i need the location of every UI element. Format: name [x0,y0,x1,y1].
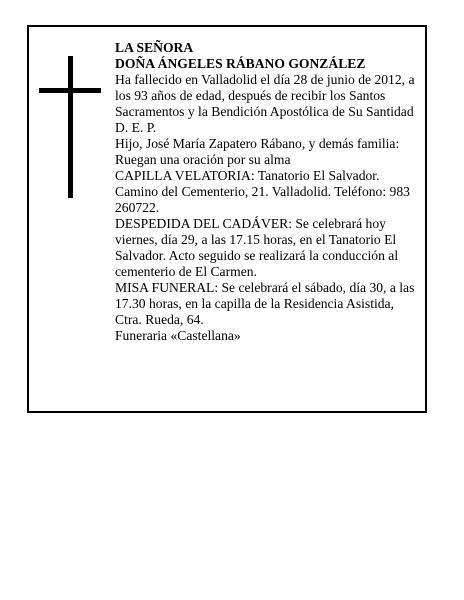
chapel-info: CAPILLA VELATORIA: Tanatorio El Salvador. Camino del Cementerio, 21. Valladolid. Teléfono: 983 260722. [115,168,410,215]
death-announcement: Ha fallecido en Valladolid el día 28 de junio de 2012, a los 93 años de edad, después de recibir los Santos Sacramentos y la Bendición Apostólica de Su Santidad D. E. P. [115,72,415,135]
farewell-info: DESPEDIDA DEL CADÁVER: Se celebrará hoy viernes, día 29, a las 17.15 horas, en el Tanatorio El Salvador. Acto seguido se realizará la conducción al cementerio de El Carmen. [115,216,399,279]
notice-text [115,40,419,344]
deceased-name: DOÑA ÁNGELES RÁBANO GONZÁLEZ [115,56,366,71]
cross-horizontal-bar [39,88,101,93]
notice-heading: LA SEÑORA [115,40,194,55]
family-line: Hijo, José María Zapatero Rábano, y demás familia: [115,136,400,151]
latin-cross-icon [39,56,101,198]
obituary-notice [27,25,427,413]
cross-vertical-bar [68,56,73,198]
prayer-request: Ruegan una oración por su alma [115,152,291,167]
mass-info: MISA FUNERAL: Se celebrará el sábado, día 30, a las 17.30 horas, en la capilla de la Residencia Asistida, Ctra. Rueda, 64. [115,280,415,327]
funeral-home: Funeraria «Castellana» [115,328,241,343]
